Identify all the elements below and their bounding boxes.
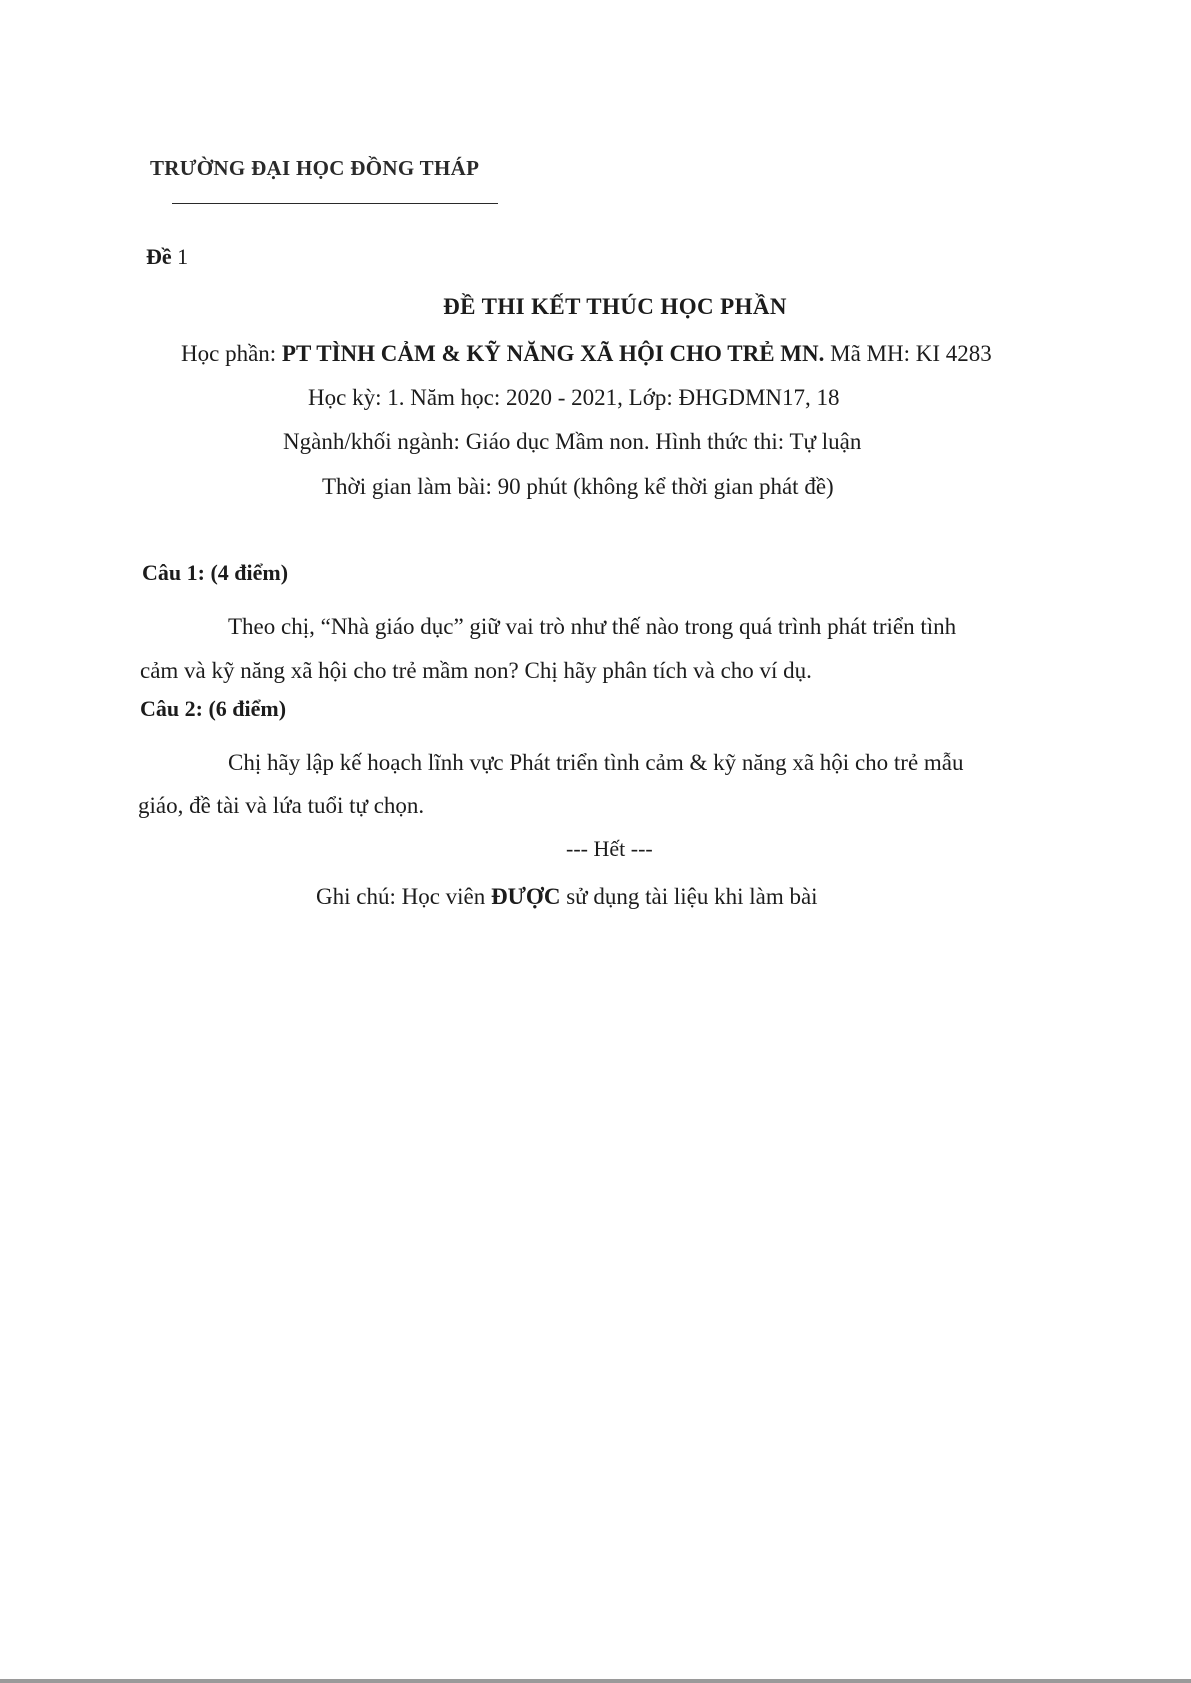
time-line: Thời gian làm bài: 90 phút (không kể thời gian phát đề) bbox=[322, 474, 834, 499]
term-line: Học kỳ: 1. Năm học: 2020 - 2021, Lớp: ĐHGDMN17, 18 bbox=[308, 385, 840, 410]
exam-version-number: 1 bbox=[177, 244, 189, 269]
school-name: TRƯỜNG ĐẠI HỌC ĐỒNG THÁP bbox=[150, 156, 480, 180]
course-code: Mã MH: KI 4283 bbox=[824, 341, 992, 366]
question-2-text-line-2: giáo, đề tài và lứa tuổi tự chọn. bbox=[138, 793, 425, 818]
course-name: PT TÌNH CẢM & KỸ NĂNG XÃ HỘI CHO TRẺ MN. bbox=[281, 341, 825, 366]
major-line: Ngành/khối ngành: Giáo dục Mầm non. Hình thức thi: Tự luận bbox=[283, 429, 862, 454]
course-label: Học phần: bbox=[181, 341, 282, 366]
question-1-text-line-1: Theo chị, “Nhà giáo dục” giữ vai trò như thế nào trong quá trình phát triển tình bbox=[228, 614, 957, 639]
question-2-text-line-1: Chị hãy lập kế hoạch lĩnh vực Phát triển tình cảm & kỹ năng xã hội cho trẻ mẫu bbox=[228, 750, 964, 775]
exam-version bbox=[146, 244, 188, 270]
course-line bbox=[181, 341, 992, 367]
note-emphasis: ĐƯỢC bbox=[491, 884, 561, 909]
note-line bbox=[316, 884, 818, 910]
scan-bottom-edge bbox=[0, 1679, 1191, 1683]
note-suffix: sử dụng tài liệu khi làm bài bbox=[560, 884, 818, 909]
exam-version-label: Đề bbox=[146, 244, 172, 269]
school-underline bbox=[172, 203, 498, 204]
question-2-heading: Câu 2: (6 điểm) bbox=[140, 696, 287, 721]
question-1-heading: Câu 1: (4 điểm) bbox=[142, 560, 289, 585]
note-prefix: Ghi chú: Học viên bbox=[316, 884, 492, 909]
question-1-text-line-2: cảm và kỹ năng xã hội cho trẻ mầm non? Chị hãy phân tích và cho ví dụ. bbox=[140, 658, 812, 683]
end-mark: --- Hết --- bbox=[566, 836, 653, 861]
exam-title: ĐỀ THI KẾT THÚC HỌC PHẦN bbox=[443, 294, 787, 319]
